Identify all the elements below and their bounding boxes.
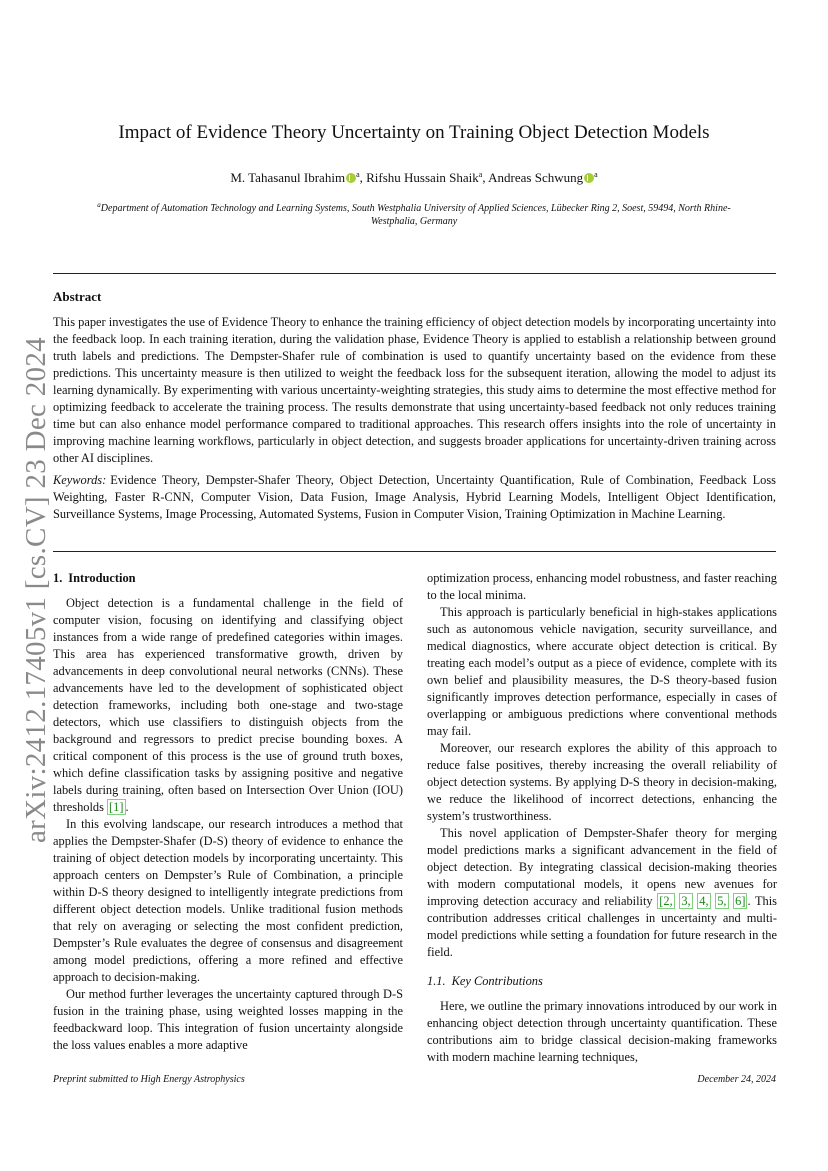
author-name: M. Tahasanul Ibrahim: [230, 170, 346, 185]
keywords-label: Keywords:: [53, 473, 107, 487]
paragraph-text: . This contribution addresses critical challenges in uncertainty and multi-model predictions while setting a foundation for future research in the field.: [427, 894, 777, 959]
affiliation: [76, 199, 752, 228]
citation-link[interactable]: 4,: [699, 894, 709, 908]
subsection-title: Key Contributions: [451, 974, 543, 988]
paragraph-text: Object detection is a fundamental challenge in the field of computer vision, focusing on identifying and classifying object instances from a wide range of predefined categories within images. This area has experienced transformative growth, driven by advancements in deep convolutional neural networks (CNNs). These advancements have led to the development of sophisticated object detection frameworks, including both one-stage and two-stage detectors, which use classifiers to distinguish objects from the background and regressors to predict precise bounding boxes. A critical component of this process is the use of ground truth boxes, which define classification tasks by assigning positive and negative labels during training, often based on Intersection Over Union (IOU) thresholds: [53, 596, 403, 814]
orcid-icon[interactable]: [346, 173, 356, 183]
header-divider: [53, 273, 776, 274]
paper-title: Impact of Evidence Theory Uncertainty on Training Object Detection Models: [118, 122, 710, 143]
paragraph: Our method further leverages the uncertainty captured through D-S fusion in the training phase, using weighted losses mapping in the feedbackward loop. This integration of fusion uncertainty alongside the loss values enables a more adaptive: [53, 987, 403, 1052]
footer-date: December 24, 2024: [697, 1074, 776, 1085]
subsection-number: 1.1.: [427, 974, 446, 988]
citation-link[interactable]: [1]: [109, 800, 124, 814]
paragraph-text: .: [125, 800, 129, 814]
left-column: [53, 570, 403, 1054]
keywords: [53, 472, 776, 523]
author-affil-mark: a: [356, 170, 360, 179]
paragraph: Here, we outline the primary innovations introduced by our work in enhancing object detection through uncertainty quantification. These contributions aim to bridge classical decision-making frameworks with modern machine learning techniques,: [427, 999, 777, 1064]
author-name: Andreas Schwung: [488, 170, 584, 185]
right-column: [427, 570, 777, 1066]
paragraph: In this evolving landscape, our research introduces a method that applies the Dempster-Shafer (D-S) theory of evidence to enhance the training of object detection models by incorporating uncertainty. This approach centers on Dempster’s Rule of Combination, a principle within D-S theory designed to intelligently integrate predictions from different object detection models. Unlike traditional fusion methods that rely on averaging or selecting the most confident prediction, Dempster’s Rule evaluates the degree of consensus and disagreement among model predictions, offering a more refined and effective approach to decision-making.: [53, 817, 403, 984]
paragraph: [53, 595, 403, 816]
section-heading: [53, 570, 403, 587]
keywords-text: Evidence Theory, Dempster-Shafer Theory, Object Detection, Uncertainty Quantification, Rule of Combination, Feedback Loss Weighting, Faster R-CNN, Computer Vision, Data Fusion, Image Analysis, Hybrid Learning Models, Intelligent Object Identification, Surveillance Systems, Image Processing, Automated Systems, Fusion in Computer Vision, Training Optimization in Machine Learning.: [53, 473, 776, 521]
abstract-heading: Abstract: [53, 289, 102, 304]
affiliation-mark: a: [97, 201, 101, 209]
author-list: M. Tahasanul Ibrahim $^a$, Rifshu Hussain Shaik$^a$, Andreas Schwung $^a$: [230, 170, 598, 185]
author-name: Rifshu Hussain Shaik: [366, 170, 479, 185]
subsection-heading: [427, 973, 777, 990]
footer-journal: Preprint submitted to High Energy Astrophysics: [53, 1074, 245, 1085]
section-title: Introduction: [68, 571, 136, 585]
citation-link[interactable]: 5,: [717, 894, 727, 908]
paragraph-continued: optimization process, enhancing model robustness, and faster reaching to the local minima.: [427, 571, 777, 602]
paragraph: This approach is particularly beneficial in high-stakes applications such as autonomous vehicle navigation, security surveillance, and medical diagnostics, where accurate object detection is critical. By treating each model’s output as a piece of evidence, complete with its own belief and plausibility measures, the D-S theory-based fusion significantly improves detection performance, especially in cases of overlapping or ambiguous predictions where conventional methods may fail.: [427, 605, 777, 738]
affiliation-text: Department of Automation Technology and Learning Systems, South Westphalia University of Applied Sciences, Lübecker Ring 2, Soest, 59494, North Rhine-Westphalia, Germany: [100, 203, 731, 227]
arxiv-identifier-text: arXiv:2412.17405v1 [cs.CV] 23 Dec 2024: [20, 337, 52, 843]
paragraph: Moreover, our research explores the ability of this approach to reduce false positives, thereby increasing the overall reliability of object detection systems. By applying D-S theory in decision-making, we reduce the likelihood of incorrect detections, enhancing the system’s trustworthiness.: [427, 741, 777, 823]
paragraph-text: This novel application of Dempster-Shafer theory for merging model predictions marks a significant advancement in the field of object detection. By integrating classical decision-making theories with modern computational models, it opens new avenues for improving detection accuracy and reliability: [427, 826, 777, 908]
abstract-text: This paper investigates the use of Evidence Theory to enhance the training efficiency of object detection models by incorporating uncertainty into the feedback loop. In each training iteration, during the validation phase, Evidence Theory is applied to establish a relationship between ground truth labels and predictions. The Dempster-Shafer rule of combination is used to quantify uncertainty based on the evidence from these predictions. This uncertainty measure is then utilized to weight the feedback loss for the subsequent iteration, allowing the model to adjust its learning dynamically. By experimenting with various uncertainty-weighting strategies, this study aims to determine the most effective method for optimizing feedback to accelerate the training process. The results demonstrate that using uncertainty-based feedback not only reduces training time but can also enhance model performance compared to traditional approaches. This research offers insights into the role of uncertainty in improving machine learning workflows, particularly in object detection, and suggests broader applications for uncertainty-driven training across other AI disciplines.: [53, 315, 776, 465]
orcid-icon[interactable]: [584, 173, 594, 183]
abstract-divider: [53, 551, 776, 552]
author-affil-mark: a: [478, 170, 483, 179]
citation-link[interactable]: 3,: [681, 894, 691, 908]
author-affil-mark: a: [594, 170, 598, 179]
citation-link[interactable]: [2,: [659, 894, 673, 908]
citation-link[interactable]: 6]: [735, 894, 746, 908]
paragraph: [427, 825, 777, 961]
section-number: 1.: [53, 571, 63, 585]
